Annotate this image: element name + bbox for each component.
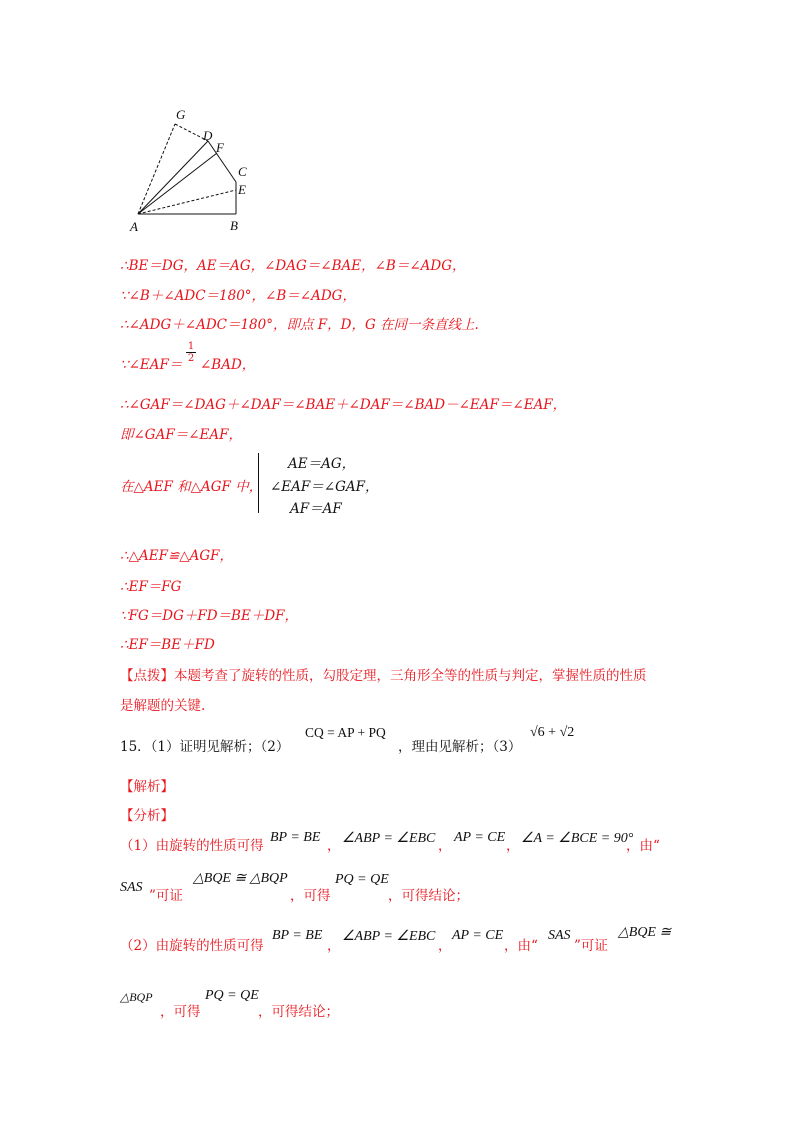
proof-line-11: ∴EF＝BE＋FD — [120, 637, 215, 653]
label-e: E — [238, 182, 246, 197]
label-a: A — [130, 219, 138, 234]
condition-2: ∠EAF＝∠GAF， — [270, 479, 379, 495]
q15-eq: CQ = AP + PQ — [305, 725, 386, 740]
hint-line-2: 是解题的关键. — [120, 698, 206, 714]
p2-intro: （2）由旋转的性质可得 — [120, 938, 264, 954]
line-af — [138, 153, 217, 214]
proof-line-4b: ∠BAD， — [200, 357, 256, 373]
p1-math-5: △BQE ≅ △BQP — [193, 871, 288, 886]
p1-math-2: ∠ABP = ∠EBC — [342, 831, 436, 846]
p1-sep-1: ， — [327, 838, 341, 854]
p2-text-c: ”可证 — [574, 938, 608, 954]
proof-line-5: ∴∠GAF＝∠DAG＋∠DAF＝∠BAE＋∠DAF＝∠BAD－∠EAF＝∠EAF， — [120, 397, 567, 413]
line-ae — [138, 190, 236, 214]
p1-math-6: PQ = QE — [335, 872, 389, 887]
q15-mid: ，理由见解析；（3） — [398, 739, 522, 755]
line-ad — [138, 141, 208, 214]
line-ag — [138, 124, 175, 214]
p2-math-6: PQ = QE — [205, 988, 259, 1003]
condition-1: AE＝AG， — [288, 456, 356, 472]
p1-sep-2: ， — [438, 838, 452, 854]
proof-line-10: ∵FG＝DG＋FD＝BE＋DF， — [120, 608, 299, 624]
p2-text-b: ，由“ — [504, 938, 538, 954]
q15-label: 15．（1）证明见解析；（2） — [120, 739, 290, 755]
proof-line-3: ∴∠ADG＋∠ADC＝180°，即点 F，D，G 在同一条直线上. — [120, 317, 479, 333]
p1-math-3: AP = CE — [454, 830, 506, 845]
p1-sas: SAS — [120, 880, 143, 895]
fraction — [186, 341, 196, 364]
geometry-figure — [120, 100, 260, 240]
p1-sep-3: ， — [506, 838, 520, 854]
p1-math-4: ∠A = ∠BCE = 90° — [521, 831, 634, 846]
p2-sas: SAS — [548, 928, 571, 943]
hint-line-1: 【点拨】本题考查了旋转的性质，勾股定理，三角形全等的性质与判定，掌握性质的性质 — [120, 668, 647, 684]
p2-text-e: ，可得结论； — [258, 1004, 339, 1020]
p2-sep-2: ， — [438, 938, 452, 954]
label-g: G — [176, 107, 186, 122]
section-fenxi: 【分析】 — [120, 808, 174, 824]
condition-3: AF＝AF — [290, 501, 342, 517]
p2-math-5: △BQP — [120, 990, 153, 1004]
p1-text-b: ，由“ — [626, 838, 660, 854]
p2-math-3: AP = CE — [452, 928, 504, 943]
proof-line-7: 在△AEF 和△AGF 中， — [120, 479, 263, 495]
p2-math-4: △BQE ≅ — [618, 925, 672, 940]
p1-text-d: ，可得 — [290, 888, 331, 904]
proof-line-8: ∴△AEF≌△AGF， — [120, 548, 234, 564]
proof-line-6: 即∠GAF＝∠EAF， — [120, 427, 242, 443]
label-f: F — [216, 140, 224, 155]
brace — [258, 453, 267, 513]
proof-line-4: ∵∠EAF＝ — [120, 357, 183, 373]
proof-line-9: ∴EF＝FG — [120, 579, 182, 595]
p2-math-1: BP = BE — [272, 928, 323, 943]
p2-math-2: ∠ABP = ∠EBC — [342, 929, 436, 944]
p2-text-d: ，可得 — [160, 1004, 201, 1020]
q15-answer: √6 + √2 — [530, 725, 575, 740]
proof-line-2: ∵∠B＋∠ADC＝180°，∠B＝∠ADG， — [120, 288, 356, 304]
label-c: C — [238, 164, 247, 179]
p1-text-c: ”可证 — [149, 888, 183, 904]
p1-math-1: BP = BE — [270, 830, 321, 845]
p2-sep-1: ， — [327, 938, 341, 954]
fraction-numerator: 1 — [187, 341, 195, 352]
p1-text-e: ，可得结论； — [388, 888, 469, 904]
proof-line-1: ∴BE＝DG，AE＝AG，∠DAG＝∠BAE，∠B＝∠ADG， — [120, 258, 466, 274]
fraction-denominator: 2 — [187, 353, 195, 364]
label-d: D — [203, 128, 213, 143]
section-jiexi: 【解析】 — [120, 779, 174, 795]
p1-intro: （1）由旋转的性质可得 — [120, 838, 264, 854]
label-b: B — [230, 218, 238, 233]
